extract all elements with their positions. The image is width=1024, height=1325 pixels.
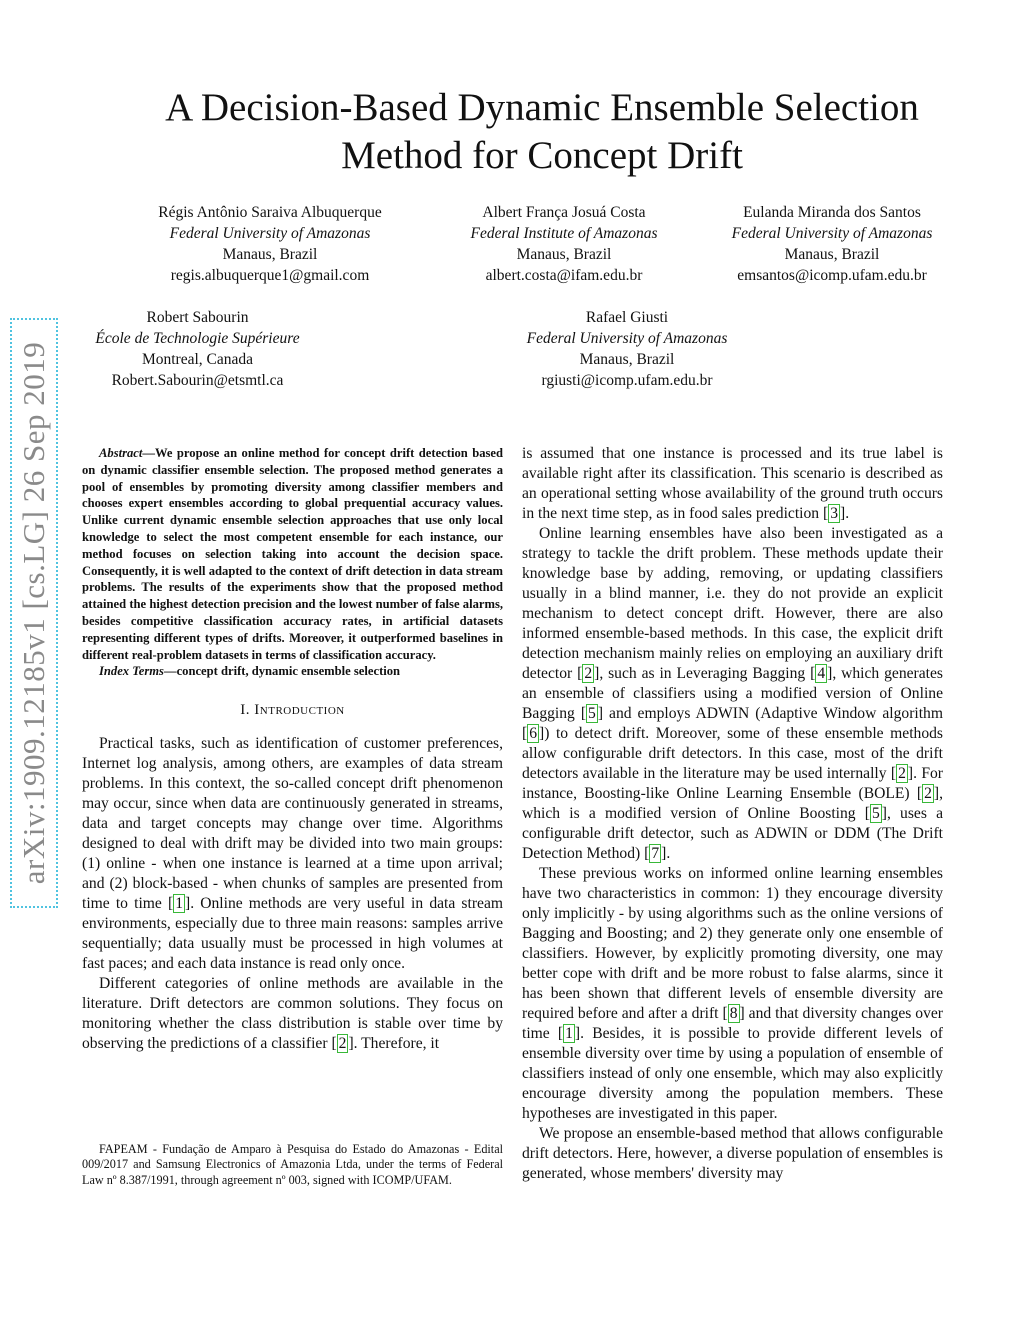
text-run: . xyxy=(666,845,671,862)
text-run: These previous works on informed online learning ensembles have two characteristics in common: 1) they encourage diversity only implicitly - by using algorithms such as the online versions of Bagging and Boosting; and 2) they generate only one ensemble of classifiers. However, by explicitly promoting diversity, one may better cope with drift and be more robust to false alarms, since it has been shown that different levels of ensemble diversity are required before and after a drift xyxy=(522,865,943,1022)
text-run: . Online methods are very useful in data stream environments, especially due to three main reasons: samples arrive sequentially; data usually must be processed in high volumes at fast paces; and each data instance is read only once. xyxy=(82,895,503,973)
text-run: Practical tasks, such as identification of customer preferences, Internet log analysis, among others, are examples of data stream problems. In this context, the so-called concept drift phenomenon may occur, since when data are continuously generated in streams, data and target concepts may change over time. Algorithms designed to deal with drift may be divided into two main groups: (1) online - when one instance is learned at a time upon arrival; and (2) block-based - when chunks of samples are presented from time to time xyxy=(82,735,503,913)
abstract xyxy=(82,445,503,663)
author-block-3 xyxy=(712,202,952,286)
author-name: Rafael Giusti xyxy=(585,309,669,326)
text-run: . xyxy=(845,505,850,522)
author-name: Albert França Josuá Costa xyxy=(482,204,646,221)
citation-link[interactable]: 1 xyxy=(175,895,183,913)
index-terms xyxy=(82,663,503,680)
text-run: , uses a configurable drift detector, such as ADWIN or DDM (The Drift Detection Method) xyxy=(522,805,943,862)
text-run: . For instance, Boosting-like Online Learning Ensemble (BOLE) xyxy=(522,765,943,802)
author-block-4 xyxy=(70,307,325,391)
citation-link[interactable]: 2 xyxy=(584,665,593,682)
paragraph: Different categories of online methods are available in the literature. Drift detectors are common solutions. They focus on monitoring whether the class distribution is stable over time by observing the predictions of a classifier [ 2 ]. Therefore, it xyxy=(82,975,503,1053)
index-terms-label: Index Terms xyxy=(99,664,164,679)
citation-link[interactable]: 3 xyxy=(830,505,838,522)
text-run: Different categories of online methods are available in the literature. Drift detectors are common solutions. They focus on monitoring whether the class distribution is stable over time by observing the predictions of a classifier xyxy=(82,975,503,1053)
citation-link[interactable]: 5 xyxy=(871,805,880,822)
paragraph: is assumed that one instance is processed and its true label is available right after its classification. This scenario is described as an operational setting whose availability of the ground truth occurs in the next time step, as in food sales prediction [ 3 ]. xyxy=(522,445,943,522)
author-email: regis.albuquerque1@gmail.com xyxy=(170,267,370,284)
section-title: Introduction xyxy=(254,702,345,719)
abstract-label: Abstract xyxy=(99,446,143,460)
section-heading xyxy=(82,700,503,720)
arxiv-stamp xyxy=(10,318,58,908)
author-email: emsantos@icomp.ufam.edu.br xyxy=(737,267,927,284)
text-run: , such as in Leveraging Bagging xyxy=(599,665,811,682)
paragraph: Online learning ensembles have also been investigated as a strategy to tackle the drift problem. These methods update their knowledge base by adding, removing, or updating classifiers usually in a blind manner, i.e. they do not provide an explicit mechanism to detect concept drift. However, there are also informed ensemble-based methods. In this case, the explicit drift detection mechanism mainly relies on employing an auxiliary drift detector [ 2 ], such as in Leveraging Bagging [ 4 ], which generates an ensemble of classifiers using a modified version of Online Bagging [ 5 ] and employs ADWIN (Adaptive Window algorithm [ 6 ]) to detect drift. Moreover, some of these ensemble methods allow configurable drift detectors. In this case, most of the drift detectors available in the literature may be used internally [ 2 ]. For instance, Boosting-like Online Learning Ensemble (BOLE) [ 2 ], which is a modified version of Online Boosting [ 5 ], uses a configurable drift detector, such as ADWIN or DDM (The Drift Detection Method) [ 7 ]. xyxy=(522,525,943,862)
author-name: Eulanda Miranda dos Santos xyxy=(743,204,921,221)
author-email: rgiusti@icomp.ufam.edu.br xyxy=(541,372,713,389)
paragraph: We propose an ensemble-based method that allows configurable drift detectors. Here, however, a diverse population of ensembles is generated, whose members' diversity may xyxy=(522,1125,943,1182)
citation-link[interactable]: 7 xyxy=(651,845,660,862)
citation-link[interactable]: 1 xyxy=(565,1025,573,1042)
citation-link[interactable]: 4 xyxy=(817,665,826,682)
author-location: Manaus, Brazil xyxy=(579,351,675,368)
author-affiliation: Federal University of Amazonas xyxy=(169,225,371,242)
author-location: Montreal, Canada xyxy=(141,351,254,368)
text-run: and that diversity changes over time xyxy=(522,1005,943,1042)
text-run: is assumed that one instance is processed and its true label is available right after its classification. This scenario is described as an operational setting whose availability of the ground truth occurs in the next time step, as in food sales prediction xyxy=(522,445,943,522)
author-block-5 xyxy=(500,307,754,391)
abstract-text: —We propose an online method for concept drift detection based on dynamic classifier ensemble selection. The proposed method generates a pool of ensembles by promoting diversity among classifier members and chooses expert ensembles according to global prequential accuracy values. Unlike current dynamic ensemble selection approaches that use only local knowledge to select the most competent ensemble for each instance, our method focuses on selection taking into account the decision space. Consequently, it is well adapted to the context of drift detection in data stream problems. The results of the experiments show that the proposed method attained the highest detection precision and the lowest number of false alarms, besides competitive classification accuracy rates, in artificial datasets representing different types of drifts. Moreover, it outperformed baselines in different real-problem datasets in terms of classification accuracy. xyxy=(82,446,503,662)
author-affiliation: Federal University of Amazonas xyxy=(526,330,728,347)
author-name: Robert Sabourin xyxy=(146,309,249,326)
citation-link[interactable]: 6 xyxy=(529,725,537,742)
author-email: albert.costa@ifam.edu.br xyxy=(485,267,643,284)
paper-title xyxy=(60,84,1024,180)
citation-link[interactable]: 2 xyxy=(898,765,906,782)
text-run: , which is a modified version of Online Boosting xyxy=(522,785,943,822)
author-block-1 xyxy=(120,202,420,286)
text-run: . Besides, it is possible to provide different levels of ensemble diversity over time by using a population of ensemble of classifiers instead of only one ensemble, which may also explicitly encourage diversity among the population members. These hypotheses are investigated in this paper. xyxy=(522,1025,943,1122)
text-run: and employs ADWIN (Adaptive Window algorithm xyxy=(603,705,943,722)
citation-link[interactable]: 5 xyxy=(588,705,596,722)
paragraph: Practical tasks, such as identification of customer preferences, Internet log analysis, among others, are examples of data stream problems. In this context, the so-called concept drift phenomenon may occur, since when data are continuously generated in streams, data and target concepts may change over time. Algorithms designed to deal with drift may be divided into two main groups: (1) online - when one instance is learned at a time upon arrival; and (2) block-based - when chunks of samples are presented from time to time [ 1 ]. Online methods are very useful in data stream environments, especially due to three main reasons: samples arrive sequentially; data usually must be processed in high volumes at fast paces; and each data instance is read only once. xyxy=(82,735,503,973)
author-affiliation: Federal Institute of Amazonas xyxy=(470,225,658,242)
left-column xyxy=(82,445,503,1054)
author-location: Manaus, Brazil xyxy=(222,246,318,263)
right-column xyxy=(522,444,943,1184)
footnote: FAPEAM - Fundação de Amparo à Pesquisa do Estado do Amazonas - Edital 009/2017 and Samsung Electronics of Amazonia Ltda, under the terms of Federal Law nº 8.387/1991, through agreement nº 003, signed with ICOMP/UFAM. xyxy=(82,1142,503,1187)
author-email: Robert.Sabourin@etsmtl.ca xyxy=(111,372,284,389)
citation-link[interactable]: 8 xyxy=(729,1005,738,1022)
section-number: I. xyxy=(240,702,251,719)
arxiv-id: arXiv:1909.12185v1 [cs.LG] 26 Sep 2019 xyxy=(16,341,51,885)
index-terms-text: —concept drift, dynamic ensemble selection xyxy=(163,664,401,679)
title-line-1: A Decision-Based Dynamic Ensemble Selection xyxy=(165,86,919,129)
citation-link[interactable]: 2 xyxy=(924,785,932,802)
paragraph: These previous works on informed online learning ensembles have two characteristics in common: 1) they encourage diversity only implicitly - by using algorithms such as the online versions of Bagging and Boosting; and 2) they generate only one ensemble of classifiers. However, by explicitly promoting diversity, one may better cope with drift and be more robust to false alarms, since it has been shown that different levels of ensemble diversity are required before and after a drift [ 8 ] and that diversity changes over time [ 1 ]. Besides, it is possible to provide different levels of ensemble diversity over time by using a population of ensemble of classifiers instead of only one ensemble, which may also explicitly encourage diversity among the population members. These hypotheses are investigated in this paper. xyxy=(522,865,943,1122)
title-line-2: Method for Concept Drift xyxy=(341,134,743,177)
citation-link[interactable]: 2 xyxy=(338,1035,347,1053)
author-affiliation: École de Technologie Supérieure xyxy=(95,330,300,347)
text-run: Online learning ensembles have also been investigated as a strategy to tackle the drift problem. These methods update their knowledge base by adding, removing, or updating classifiers usually in a blind manner, i.e. they do not provide an explicit mechanism to detect concept drift. However, there are also informed ensemble-based methods. In this case, the explicit drift detection mechanism mainly relies on employing an auxiliary drift detector xyxy=(522,525,943,682)
text-run: ) to detect drift. Moreover, some of these ensemble methods allow configurable drift detectors. In this case, most of the drift detectors available in the literature may be used internally xyxy=(522,725,943,782)
author-block-2 xyxy=(430,202,698,286)
text-run: , which generates an ensemble of classifiers using a modified version of Online Bagging xyxy=(522,665,943,722)
author-name: Régis Antônio Saraiva Albuquerque xyxy=(158,204,382,221)
author-location: Manaus, Brazil xyxy=(516,246,612,263)
author-affiliation: Federal University of Amazonas xyxy=(731,225,933,242)
author-location: Manaus, Brazil xyxy=(784,246,880,263)
text-run: . Therefore, it xyxy=(353,1035,440,1053)
